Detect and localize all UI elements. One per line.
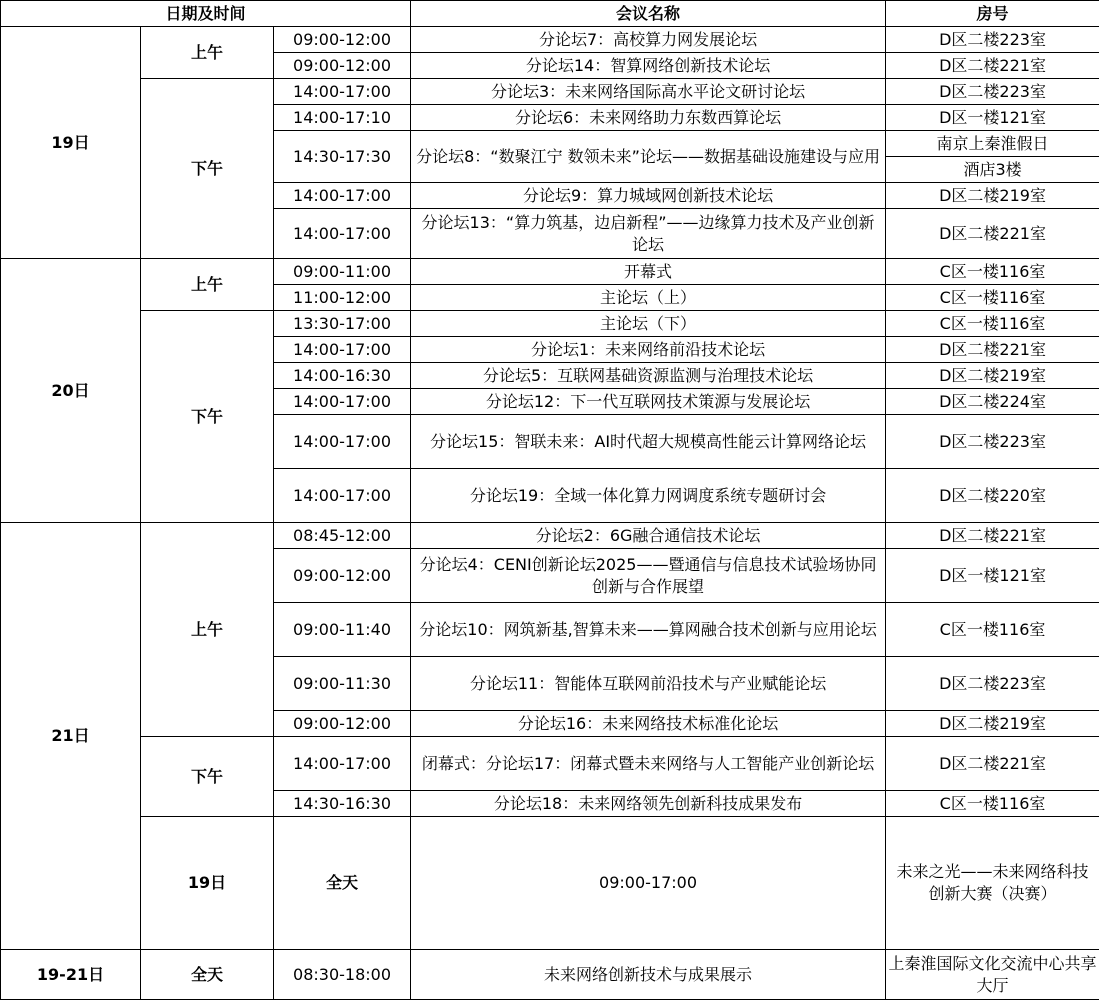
period-cell: 下午 [141,79,274,259]
room-cell: D区二楼223室 [886,27,1099,53]
table-row [1,523,1099,549]
header-date-time: 日期及时间 [1,1,411,27]
time-cell: 09:00-12:00 [274,27,411,53]
time-cell: 09:00-11:40 [274,603,411,657]
meeting-name-cell: 分论坛14：智算网络创新技术论坛 [411,53,886,79]
meeting-name-cell: 主论坛（下） [411,311,886,337]
meeting-name-cell: 分论坛11：智能体互联网前沿技术与产业赋能论坛 [411,657,886,711]
meeting-name-cell: 未来网络创新技术与成果展示 [411,950,886,1000]
meeting-name-cell: 分论坛4：CENI创新论坛2025——暨通信与信息技术试验场协同创新与合作展望 [411,549,886,603]
table-row [1,311,1099,337]
time-cell: 09:00-12:00 [274,711,411,737]
room-cell: D区二楼221室 [886,523,1099,549]
day-cell: 19日 [1,27,141,259]
meeting-name-cell: 分论坛12：下一代互联网技术策源与发展论坛 [411,389,886,415]
table-row [1,737,1099,791]
time-cell: 14:30-17:30 [274,131,411,183]
room-cell: 上秦淮国际文化交流中心共享大厅 [886,950,1099,1000]
time-cell: 14:00-17:00 [274,183,411,209]
room-cell: D区一楼121室 [886,105,1099,131]
header-room: 房号 [886,1,1099,27]
meeting-name-cell: 分论坛10：网筑新基,智算未来——算网融合技术创新与应用论坛 [411,603,886,657]
time-cell: 08:30-18:00 [274,950,411,1000]
meeting-name-cell: 分论坛1：未来网络前沿技术论坛 [411,337,886,363]
meeting-name-cell: 分论坛8：“数聚江宁 数领未来”论坛——数据基础设施建设与应用 [411,131,886,183]
meeting-name-cell: 分论坛2：6G融合通信技术论坛 [411,523,886,549]
room-cell: C区一楼116室 [886,311,1099,337]
period-cell: 全天 [274,817,411,950]
time-cell: 14:00-17:00 [274,415,411,469]
table-row [1,950,1099,1000]
period-cell: 上午 [141,27,274,79]
day-cell: 19日 [141,817,274,950]
room-cell: C区一楼116室 [886,285,1099,311]
room-cell: D区二楼220室 [886,469,1099,523]
meeting-name-cell: 分论坛18：未来网络领先创新科技成果发布 [411,791,886,817]
period-cell: 下午 [141,737,274,817]
room-cell: 酒店3楼 [886,157,1099,183]
meeting-name-cell: 分论坛7：高校算力网发展论坛 [411,27,886,53]
room-cell: D区二楼221室 [886,53,1099,79]
meeting-name-cell: 主论坛（上） [411,285,886,311]
time-cell: 11:00-12:00 [274,285,411,311]
day-cell: 21日 [1,523,141,950]
meeting-name-cell: 分论坛16：未来网络技术标准化论坛 [411,711,886,737]
meeting-name-cell: 分论坛13：“算力筑基，边启新程”——边缘算力技术及产业创新论坛 [411,209,886,259]
meeting-name-cell: 分论坛3：未来网络国际高水平论文研讨论坛 [411,79,886,105]
meeting-name-cell: 分论坛19：全域一体化算力网调度系统专题研讨会 [411,469,886,523]
meeting-name-cell: 分论坛15：智联未来：AI时代超大规模高性能云计算网络论坛 [411,415,886,469]
day-cell: 20日 [1,259,141,523]
room-cell: C区一楼116室 [886,259,1099,285]
header-meeting-name: 会议名称 [411,1,886,27]
room-cell: D区二楼223室 [886,657,1099,711]
time-cell: 14:00-17:00 [274,389,411,415]
room-cell: D区二楼224室 [886,389,1099,415]
time-cell: 09:00-17:00 [411,817,886,950]
room-cell: D区二楼219室 [886,363,1099,389]
time-cell: 08:45-12:00 [274,523,411,549]
period-cell: 上午 [141,259,274,311]
day-cell: 19-21日 [1,950,141,1000]
table-row [1,259,1099,285]
time-cell: 09:00-11:00 [274,259,411,285]
time-cell: 14:00-17:00 [274,209,411,259]
time-cell: 14:00-17:00 [274,337,411,363]
room-cell: D区二楼219室 [886,183,1099,209]
time-cell: 09:00-12:00 [274,549,411,603]
room-cell: C区一楼116室 [886,791,1099,817]
room-cell: D区二楼219室 [886,711,1099,737]
period-cell: 下午 [141,311,274,523]
time-cell: 14:00-17:00 [274,469,411,523]
time-cell: 14:30-16:30 [274,791,411,817]
room-cell: D区一楼121室 [886,549,1099,603]
room-cell: D区二楼223室 [886,415,1099,469]
period-cell: 上午 [141,523,274,737]
time-cell: 14:00-16:30 [274,363,411,389]
room-cell: D区二楼223室 [886,79,1099,105]
room-cell: D区二楼221室 [886,737,1099,791]
time-cell: 14:00-17:00 [274,737,411,791]
room-cell: D区二楼221室 [886,337,1099,363]
room-cell: C区一楼116室 [886,603,1099,657]
table-row [1,79,1099,105]
time-cell: 09:00-11:30 [274,657,411,711]
time-cell: 14:00-17:10 [274,105,411,131]
meeting-name-cell: 闭幕式：分论坛17：闭幕式暨未来网络与人工智能产业创新论坛 [411,737,886,791]
period-cell: 全天 [141,950,274,1000]
time-cell: 14:00-17:00 [274,79,411,105]
table-row [1,817,1099,950]
header-row [1,1,1099,27]
meeting-name-cell: 分论坛9：算力城域网创新技术论坛 [411,183,886,209]
meeting-name-cell: 分论坛6：未来网络助力东数西算论坛 [411,105,886,131]
room-cell: 南京上秦淮假日 [886,131,1099,157]
meeting-name-cell: 未来之光——未来网络科技创新大赛（决赛） [886,817,1099,950]
time-cell: 13:30-17:00 [274,311,411,337]
room-cell: D区二楼221室 [886,209,1099,259]
meeting-name-cell: 开幕式 [411,259,886,285]
time-cell: 09:00-12:00 [274,53,411,79]
meeting-name-cell: 分论坛5：互联网基础资源监测与治理技术论坛 [411,363,886,389]
table-row [1,27,1099,53]
